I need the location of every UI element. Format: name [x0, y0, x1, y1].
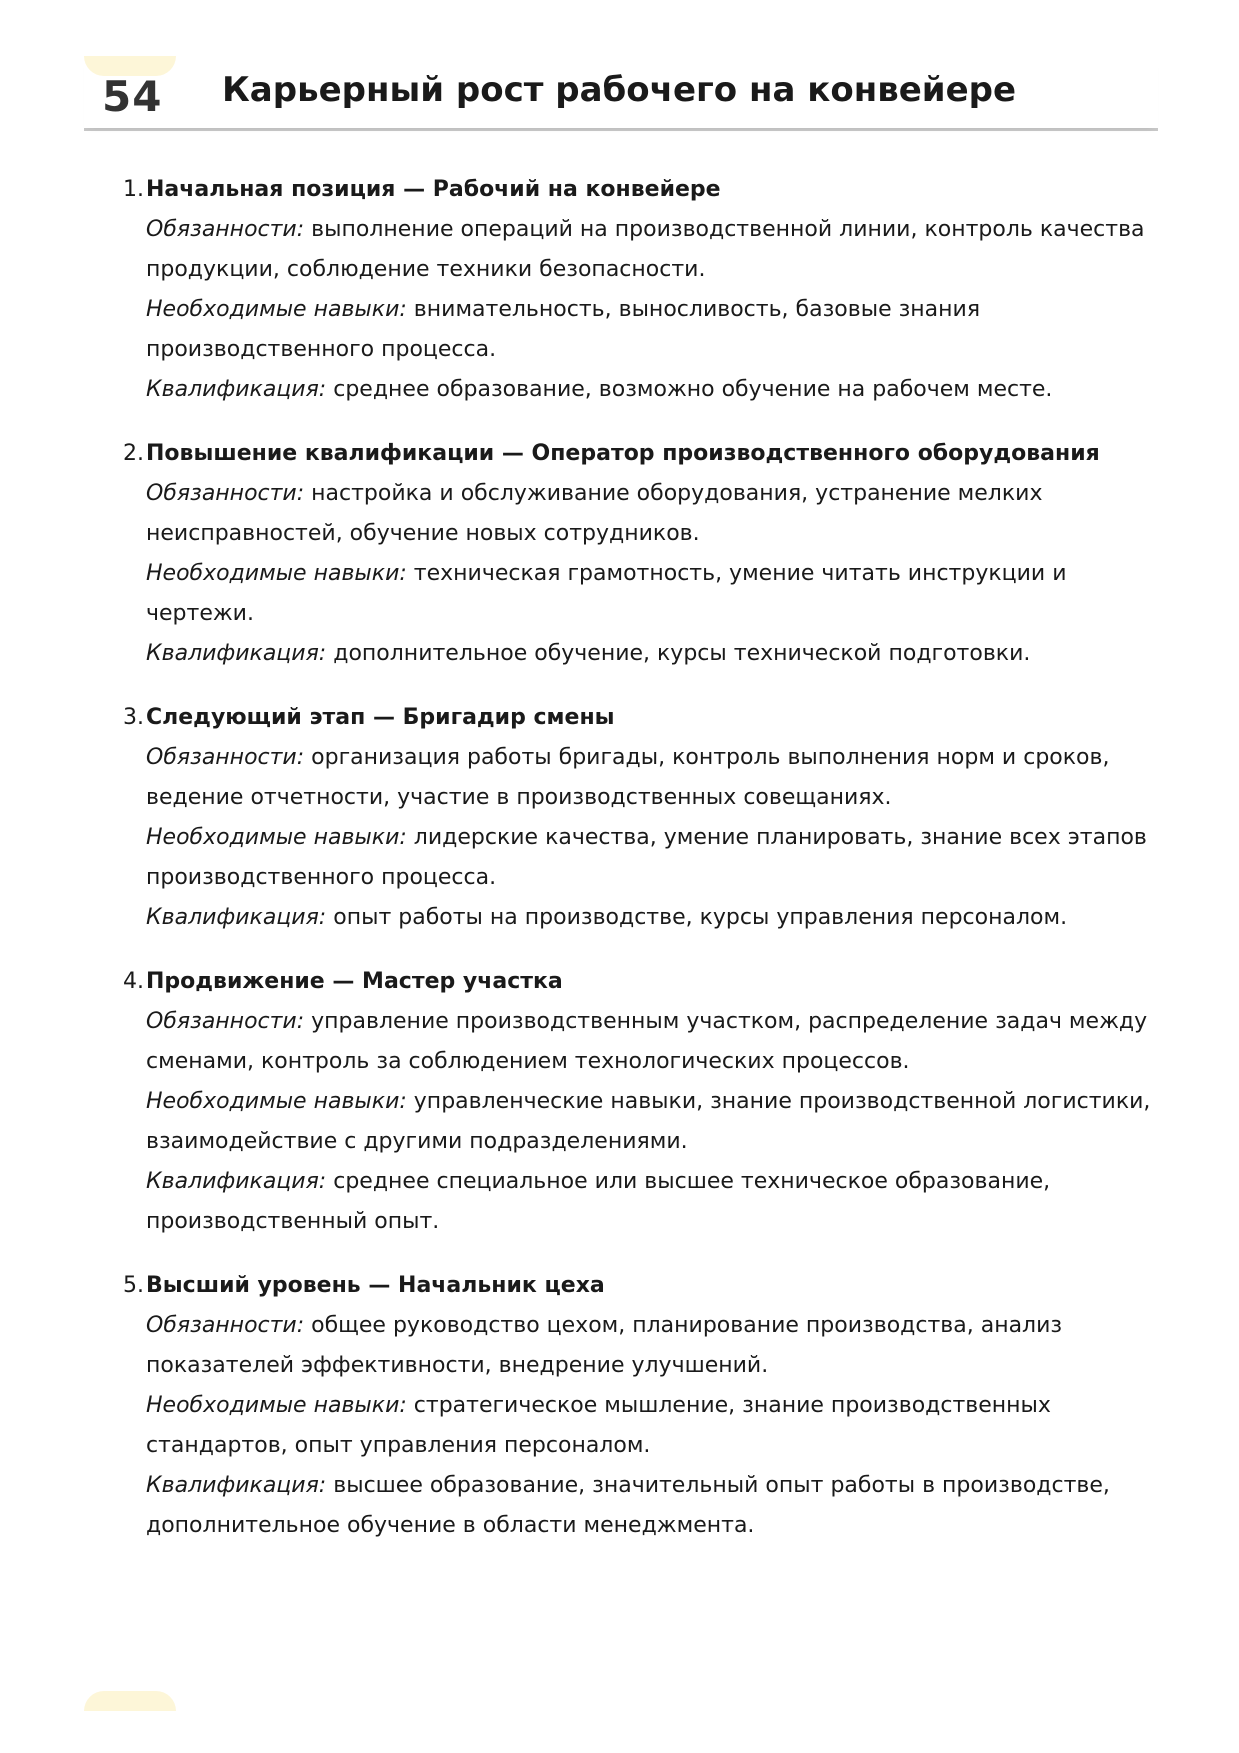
- item-heading: Следующий этап — Бригадир смены: [146, 705, 615, 730]
- qualification-label: Квалификация:: [146, 905, 327, 930]
- skills-label: Необходимые навыки:: [146, 561, 407, 586]
- skills-text: техническая грамотность, умение читать инструкции и чертежи.: [146, 561, 1067, 626]
- item-duties: [146, 210, 1162, 290]
- item-qualification: [146, 370, 1162, 410]
- qualification-text: высшее образование, значительный опыт работы в производстве, дополнительное обучение в области менеджмента.: [146, 1473, 1110, 1538]
- duties-label: Обязанности:: [146, 217, 305, 242]
- skills-text: стратегическое мышление, знание производственных стандартов, опыт управления персоналом.: [146, 1393, 1051, 1458]
- duties-text: организация работы бригады, контроль выполнения норм и сроков, ведение отчетности, участие в производственных совещаниях.: [146, 745, 1110, 810]
- qualification-label: Квалификация:: [146, 641, 327, 666]
- skills-label: Необходимые навыки:: [146, 297, 407, 322]
- qualification-label: Квалификация:: [146, 1169, 327, 1194]
- skills-text: лидерские качества, умение планировать, знание всех этапов производственного процесса.: [146, 825, 1147, 890]
- item-skills: [146, 1386, 1162, 1466]
- duties-label: Обязанности:: [146, 1009, 305, 1034]
- item-duties: [146, 1306, 1162, 1386]
- page-number: 54: [102, 72, 163, 121]
- item-heading: Высший уровень — Начальник цеха: [146, 1273, 605, 1298]
- list-item: [116, 698, 1162, 938]
- item-duties: [146, 738, 1162, 818]
- item-qualification: [146, 1162, 1162, 1242]
- duties-label: Обязанности:: [146, 1313, 305, 1338]
- list-item: [116, 170, 1162, 410]
- item-number: 5.: [123, 1273, 144, 1298]
- page-header: [84, 60, 1158, 131]
- career-list: [116, 170, 1162, 1570]
- item-heading: Повышение квалификации — Оператор производственного оборудования: [146, 441, 1100, 466]
- qualification-text: опыт работы на производстве, курсы управления персоналом.: [326, 905, 1068, 930]
- skills-text: внимательность, выносливость, базовые знания производственного процесса.: [146, 297, 981, 362]
- decorative-tab-bottom: [84, 1691, 176, 1711]
- item-skills: [146, 818, 1162, 898]
- qualification-label: Квалификация:: [146, 1473, 327, 1498]
- qualification-text: среднее специальное или высшее техническое образование, производственный опыт.: [146, 1169, 1051, 1234]
- item-number: 3.: [123, 705, 144, 730]
- list-item: [116, 1266, 1162, 1546]
- list-item: [116, 962, 1162, 1242]
- item-skills: [146, 290, 1162, 370]
- item-duties: [146, 1002, 1162, 1082]
- list-item: [116, 434, 1162, 674]
- skills-label: Необходимые навыки:: [146, 1089, 407, 1114]
- duties-label: Обязанности:: [146, 745, 305, 770]
- qualification-text: среднее образование, возможно обучение на рабочем месте.: [326, 377, 1053, 402]
- skills-label: Необходимые навыки:: [146, 1393, 407, 1418]
- skills-label: Необходимые навыки:: [146, 825, 407, 850]
- duties-text: управление производственным участком, распределение задач между сменами, контроль за соблюдением технологических процессов.: [146, 1009, 1148, 1074]
- item-qualification: [146, 898, 1162, 938]
- item-heading: Продвижение — Мастер участка: [146, 969, 563, 994]
- item-number: 2.: [123, 441, 144, 466]
- item-skills: [146, 554, 1162, 634]
- item-number: 4.: [123, 969, 144, 994]
- item-duties: [146, 474, 1162, 554]
- duties-text: общее руководство цехом, планирование производства, анализ показателей эффективности, внедрение улучшений.: [146, 1313, 1063, 1378]
- duties-text: выполнение операций на производственной линии, контроль качества продукции, соблюдение техники безопасности.: [146, 217, 1145, 282]
- skills-text: управленческие навыки, знание производственной логистики, взаимодействие с другими подразделениями.: [146, 1089, 1151, 1154]
- page-title: Карьерный рост рабочего на конвейере: [222, 70, 1017, 110]
- qualification-text: дополнительное обучение, курсы технической подготовки.: [326, 641, 1031, 666]
- item-qualification: [146, 634, 1162, 674]
- duties-text: настройка и обслуживание оборудования, устранение мелких неисправностей, обучение новых сотрудников.: [146, 481, 1043, 546]
- item-heading: Начальная позиция — Рабочий на конвейере: [146, 177, 721, 202]
- item-number: 1.: [123, 177, 144, 202]
- item-skills: [146, 1082, 1162, 1162]
- qualification-label: Квалификация:: [146, 377, 327, 402]
- item-qualification: [146, 1466, 1162, 1546]
- duties-label: Обязанности:: [146, 481, 305, 506]
